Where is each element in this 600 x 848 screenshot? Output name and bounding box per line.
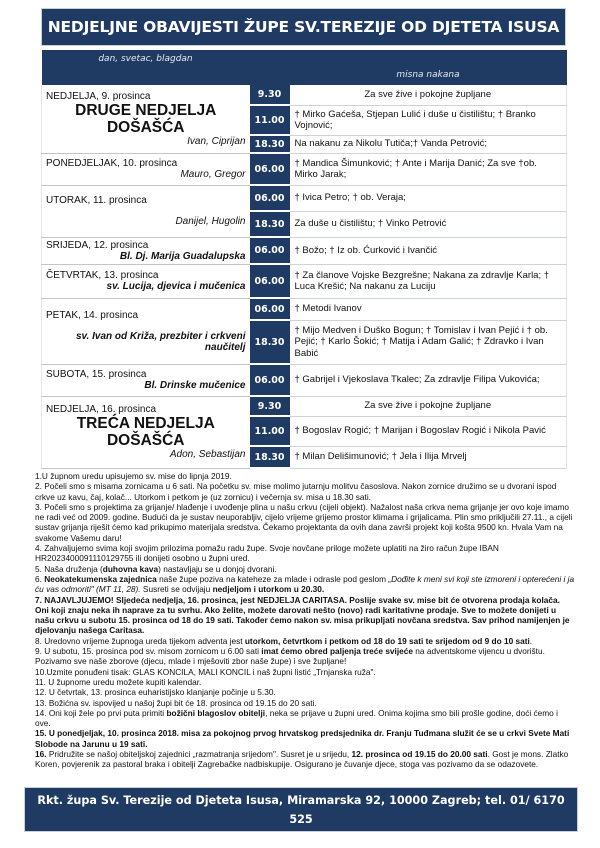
announcement-text: utorkom, četvrtkom i petkom od 18 do 19 sati te srijedom od 9 do 10 sati (244, 635, 530, 646)
announcement-text: duhovna kava (102, 563, 159, 574)
announcement-text: 15. U ponedjeljak, 10. prosinca 2018. misa za pokojnog prvog hrvatskog predsjednika dr. Franju Tuđmana služit će se u crkvi Svete Mati Slobode na Jarunu u 19 sati. (35, 728, 570, 749)
saint-of-day: Bl. Drinske mučenice (144, 380, 246, 391)
mass-time: 18.30 (250, 446, 290, 468)
announcement-text: ) nastavljaju se u donjoj dvorani. (158, 563, 277, 574)
mass-intention: Na nakanu za Nikolu Tutiča;† Vanda Petrović; (290, 135, 567, 153)
bulletin-page (35, 8, 575, 770)
announcement-item: 4. Zahvaljujemo svima koji svojim prilozima pomažu radu župe. Svoje novčane priloge možete uplatiti na žiro račun župe IBAN HR2023400091110129755 ili donijeti osobno u župni ured. (35, 543, 499, 564)
mass-time: 11.00 (250, 105, 290, 135)
footer-iban: IBAN : HR2023400091110129755 (196, 832, 406, 845)
announcement-text: Neokatekumenska zajednica (44, 573, 157, 584)
day-cell (42, 185, 250, 237)
day-cell (42, 85, 250, 153)
announcement-item: 12. U četvrtak, 13. prosinca euharistijsko klanjanje počinje u 5.30. (35, 687, 276, 698)
schedule-row (42, 298, 567, 320)
announcement-text: imat ćemo obred paljenja treće svijeće (261, 646, 413, 657)
announcement-item: 1.U župnom uredu upisujemo sv. mise do lipnja 2019. (35, 471, 232, 481)
announcement-item: 3. Počeli smo s projektima za grijanje/ hlađenje i uvođenje plina u našu crkvu (cijeli objekt). Nažalost naša crkva nema grijanje jer ovo koje imamo ne radi već od 2009. godine. Budući da je sustav neuporabljiv, cijelo vrijeme grijemo prostor klimama i grijalicama. Plin smo priključili 27.11., a cijeli sustav grijanja riješit ćemo kad prikupimo materijala sredstva. Čekamo projektanta da ovih dana završi projekt koji košta 9500 kn. Hvala Vam na svakome Vašemu daru! (35, 501, 573, 543)
announcement-text: , neka se prijave u župni ured. Onima kojima smo bili prošle godine, doći ćemo i ove. (35, 707, 558, 729)
mass-time: 06.00 (250, 298, 290, 320)
footer-address: Rkt. župa Sv. Terezije od Djeteta Isusa, Miramarska 92, 10000 Zagreb; tel. 01/ 6170 525 (37, 794, 565, 826)
announcement-item (35, 574, 575, 595)
mass-time: 06.00 (250, 364, 290, 396)
announcement-item: 13. Božićna sv. ispovijed u našoj župi bit će 18. prosinca od 19.15 do 20 sati. (35, 697, 317, 708)
announcement-text: Susreti se odvijaju (140, 584, 213, 595)
announcement-text: nedjeljom i utorkom u 20.30. (212, 584, 325, 595)
saint-of-day: Danijel, Hugolin (175, 216, 246, 227)
announcement-item: 11. U župnome uredu možete kupiti kalendar. (35, 676, 202, 687)
day-cell (42, 264, 250, 298)
mass-time: 06.00 (250, 153, 290, 185)
mass-time: 06.00 (250, 264, 290, 298)
announcement-item (35, 708, 575, 729)
schedule-row (42, 264, 567, 298)
mass-schedule-table (41, 50, 567, 469)
parish-contact-footer (24, 787, 578, 845)
header-day-column: dan, svetac, blagdan (42, 50, 250, 85)
mass-intention: † Ivica Petro; † ob. Veraja; (290, 185, 567, 211)
announcement-text: 8. Uredovno vrijeme župnoga ureda tijekom adventa jest (35, 635, 245, 646)
day-date: PONEDJELJAK, 10. prosinca (46, 158, 178, 169)
announcement-item: 10.Uzmite ponuđeni tisak: GLAS KONCILA, MALI KONCIL i naš župni listić „Trnjanska ruža". (35, 666, 376, 677)
announcement-text: 7. NAJAVLJUJEMO! Sljedeća nedjelja, 16. prosinca, jest NEDJELJA CARITASA. Poslije svake sv. mise bit će otvorena prodaja kolača. Oni koji znaju neka ih naprave za tu svrhu. Ako želite, možete darovati nešto (novo) radi karitativne prodaje. Sve to možete donijeti u našu crkvu u subotu 15. prosinca od 18 do 19 sati. Također ćemo nakon sv. misa prikupljati novčana sredstva. Sav prihod namijenjen je djelovanju našega Caritasa. (35, 594, 570, 636)
day-cell (42, 237, 250, 264)
day-cell (42, 364, 250, 396)
feast-name: TREĆA NEDJELJA DOŠAŠĆA (76, 415, 215, 449)
page-title: NEDJELJNE OBAVIJESTI ŽUPE SV.TEREZIJE OD DJETETA ISUSA (41, 8, 566, 46)
day-cell (42, 298, 250, 364)
schedule-header-row (42, 50, 567, 85)
day-cell (42, 396, 250, 468)
day-date: SRIJEDA, 12. prosinca (46, 239, 149, 251)
day-date: PETAK, 14. prosinca (46, 309, 139, 321)
mass-intention: † Bogoslav Rogić; † Marijan i Bogoslav Rogić i Nikola Pavić (290, 416, 567, 446)
schedule-row (42, 364, 567, 396)
day-date: NEDJELJA, 16. prosinca (46, 404, 157, 415)
announcement-text: 9. U subotu, 15. prosinca pod sv. misom zornicom u 6.00 sati (35, 646, 262, 657)
announcement-text: naše župe poziva na kateheze za mlade i odrasle pod geslom (156, 573, 389, 584)
mass-intention: † Mirko Gaćeša, Stjepan Lulić i duše u čistilištu; † Branko Vojnović; (290, 105, 567, 135)
schedule-row (42, 396, 567, 416)
mass-intention: Za duše u čistilištu; † Vinko Petrović (290, 211, 567, 237)
saint-of-day: Adon, Sebastijan (169, 449, 246, 460)
announcements-list (35, 471, 575, 770)
mass-intention: Za sve žive i pokojne župljane (290, 85, 567, 105)
announcement-item (35, 595, 575, 636)
mass-time: 06.00 (250, 237, 290, 264)
mass-intention: Za sve žive i pokojne župljane (290, 396, 567, 416)
day-date: SUBOTA, 15. prosinca (46, 369, 147, 380)
mass-time: 18.30 (250, 135, 290, 153)
day-date: NEDJELJA, 9. prosinca (46, 90, 151, 102)
announcement-text: 14. Oni koji žele po prvi puta primiti (35, 707, 167, 718)
announcement-text: božični blagoslov obitelji (166, 707, 266, 718)
announcement-text: Pridružite se našoj obiteljskoj zajednici „razmatranja srijedom". Susret je u srijedu, (46, 749, 352, 760)
announcement-text: na adventskome vijencu u dvorištu. Pozivamo sve naše zborove (djecu, mlade i mješoviti zbor naše župe) i sve župljane! (35, 646, 545, 667)
day-date: ČETVRTAK, 13. prosinca (46, 270, 159, 281)
day-date: UTORAK, 11. prosinca (46, 195, 147, 206)
mass-time: 06.00 (250, 185, 290, 211)
mass-time: 18.30 (250, 211, 290, 237)
mass-time: 9.30 (250, 85, 290, 105)
announcement-item (35, 728, 575, 749)
mass-intention: † Mijo Medven i Duško Bogun; † Tomislav i Ivan Pejić i † ob. Pejić; † Karlo Šokić; † Matija i Adam Galić; † Zdravko i Ivan Babić (290, 320, 567, 364)
announcement-text: . (529, 635, 533, 646)
saint-of-day: sv. Lucija, djevica i mučenica (106, 281, 246, 292)
saint-of-day: sv. Ivan od Križa, prezbiter i crkveni naučitelj (75, 330, 246, 353)
announcement-text: 12. prosinca od 19.15 do 20.00 sati (351, 749, 488, 760)
feast-name: DRUGE NEDJELJA DOŠAŠĆA (75, 101, 217, 136)
announcement-item (35, 749, 575, 770)
schedule-row (42, 237, 567, 264)
schedule-row (42, 85, 567, 105)
announcement-text: . Gost je mons. Zlatko Koren, povjerenik za pastoral braka i obitelji Zagrebačke nadbiskupije. Osigurano je čuvanje djece, stoga vas pozivamo da se odazovete. (35, 749, 569, 770)
announcement-item (35, 636, 575, 646)
header-time-column (250, 50, 290, 85)
announcement-item (35, 564, 575, 574)
mass-time: 11.00 (250, 416, 290, 446)
mass-intention: † Gabrijel i Vjekoslava Tkalec; Za zdravlje Filipa Vukovića; (290, 364, 567, 396)
saint-of-day: Mauro, Gregor (180, 169, 246, 180)
saint-of-day: Bl. Dj. Marija Guadalupska (119, 250, 246, 262)
mass-intention: † Milan Delišimunović; † Jela i Ilija Mrvelj (290, 446, 567, 468)
announcement-text: 16. (35, 749, 47, 760)
announcement-item (35, 646, 575, 667)
mass-intention: † Metodi Ivanov (290, 298, 567, 320)
mass-intention: † Mandica Šimunković; † Ante i Marija Danić; Za sve †ob. Mirko Jarak; (290, 153, 567, 185)
mass-time: 9.30 (250, 396, 290, 416)
mass-intention: † Božo; † Iz ob. Ćurković i Ivančić (290, 237, 567, 264)
schedule-row (42, 185, 567, 211)
header-intent-column: misna nakana (290, 50, 567, 85)
announcement-text: 5. Naša druženja ( (35, 563, 103, 574)
announcement-text: 6. (35, 573, 45, 584)
announcement-item: 2. Počeli smo s misama zornicama u 6 sati. Na početku sv. mise molimo jutarnju molitvu časoslova. Nakon zornice družimo se u dvorani ispod crkve uz kavu, čaj, kolač... Utorkom i petkom je (uz zornicu) i večernja sv. misa u 18.30 sati. (35, 481, 557, 502)
mass-intention: † Za članove Vojske Bezgrešne; Nakana za zdravlje Karla; † Luca Krešić; Na nakanu za Luciju (290, 264, 567, 298)
mass-time: 18.30 (250, 320, 290, 364)
schedule-row (42, 153, 567, 185)
announcement-text: „Dođite k meni svi koji ste izmoreni i opterećeni i ja ću vas odmoriti" (MT 11, 28). (35, 573, 575, 595)
day-cell (42, 153, 250, 185)
saint-of-day: Ivan, Ciprijan (187, 135, 246, 147)
